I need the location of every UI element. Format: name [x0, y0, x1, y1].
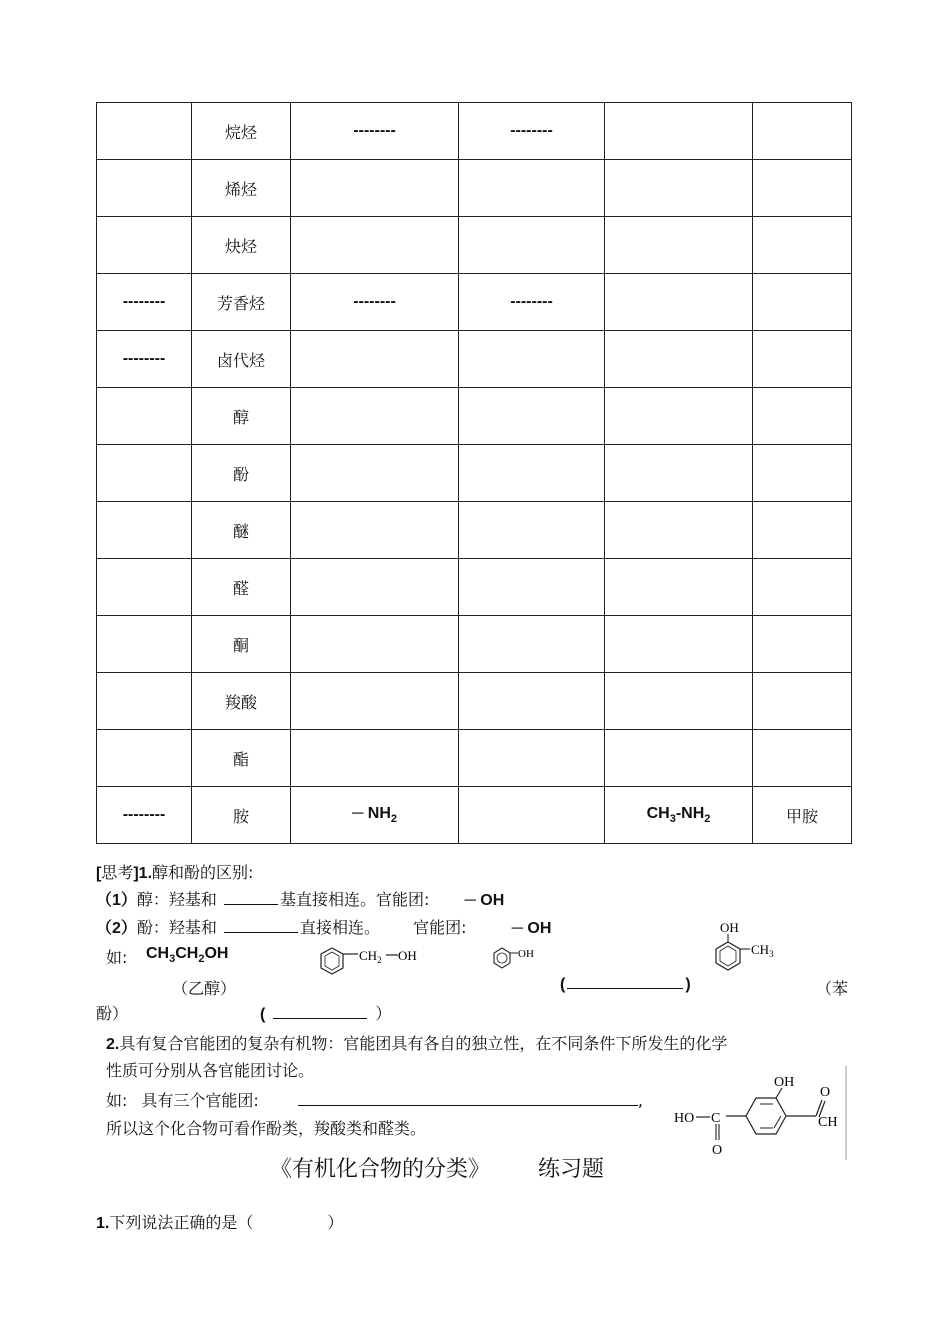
table-cell	[605, 388, 753, 445]
table-cell: --------	[97, 274, 192, 331]
phenol-answer: ( ）	[260, 1004, 392, 1023]
table-cell	[97, 673, 192, 730]
table-row	[97, 103, 852, 160]
table-cell	[97, 502, 192, 559]
amine-example-cell: $CH_3-NH_2$	[605, 787, 753, 844]
table-cell	[459, 160, 605, 217]
table-cell	[605, 445, 753, 502]
table-cell	[605, 160, 753, 217]
think-item-3-line1: 2.具有复合官能团的复杂有机物：官能团具有各自的独立性，在不同条件下所发生的化学	[106, 1034, 728, 1053]
table-cell	[459, 673, 605, 730]
table-cell: --------	[459, 103, 605, 160]
table-cell	[291, 445, 459, 502]
table-cell: 醛	[192, 559, 291, 616]
svg-text:OH: OH	[398, 948, 417, 963]
table-row	[97, 388, 852, 445]
table-cell	[97, 388, 192, 445]
table-row	[97, 559, 852, 616]
question-1: 1.下列说法正确的是（ ）	[96, 1213, 344, 1232]
table-row	[97, 673, 852, 730]
table-cell	[605, 730, 753, 787]
svg-text:O: O	[712, 1143, 723, 1158]
answer-blank[interactable]	[273, 1018, 367, 1019]
table-cell	[753, 331, 852, 388]
table-cell	[459, 787, 605, 844]
think-item-3-line4: 所以这个化合物可看作酚类，羧酸类和醛类。	[106, 1119, 427, 1138]
table-cell	[291, 559, 459, 616]
answer-blank[interactable]	[224, 904, 278, 905]
table-cell	[291, 730, 459, 787]
table-cell: 羧酸	[192, 673, 291, 730]
svg-text:CH3: $CH_3$	[751, 942, 774, 959]
table-cell	[605, 616, 753, 673]
table-cell	[605, 331, 753, 388]
table-cell	[605, 274, 753, 331]
table-cell	[291, 217, 459, 274]
table-cell	[97, 730, 192, 787]
example-label: 如:	[106, 948, 128, 967]
table-cell: 酯	[192, 730, 291, 787]
table-cell: 胺	[192, 787, 291, 844]
ch2-label: $CH_2$	[359, 948, 382, 965]
table-cell	[753, 616, 852, 673]
amine-group-cell: ─ $NH_2$	[291, 787, 459, 844]
table-cell	[291, 616, 459, 673]
table-row	[97, 445, 852, 502]
table-cell	[97, 616, 192, 673]
table-cell	[97, 160, 192, 217]
table-cell	[605, 673, 753, 730]
compound-structure	[670, 1064, 852, 1160]
table-cell: 醇	[192, 388, 291, 445]
table-cell	[97, 445, 192, 502]
answer-blank[interactable]	[298, 1105, 638, 1106]
phenol-name-part1: （苯	[816, 979, 849, 998]
cresol-answer: ( )	[560, 976, 691, 993]
table-cell	[753, 388, 852, 445]
table-cell: 醚	[192, 502, 291, 559]
table-cell	[753, 730, 852, 787]
table-row	[97, 160, 852, 217]
svg-text:C: C	[711, 1111, 721, 1126]
svg-text:HO: HO	[674, 1111, 695, 1126]
table-row	[97, 502, 852, 559]
table-cell	[97, 217, 192, 274]
table-cell: --------	[291, 274, 459, 331]
think-heading: [思考]1.醇和酚的区别:	[96, 863, 254, 882]
think-item-2: （2）酚：羟基和 直接相连。 官能团: ─ OH	[96, 918, 552, 937]
table-cell	[605, 217, 753, 274]
think-item-3-eg: 如: 具有三个官能团: ,	[106, 1091, 643, 1110]
table-cell: 芳香烃	[192, 274, 291, 331]
table-cell	[753, 217, 852, 274]
benzyl-alcohol-structure	[312, 938, 422, 986]
table-cell	[753, 274, 852, 331]
table-row	[97, 787, 852, 844]
table-cell: 卤代烃	[192, 331, 291, 388]
table-cell: --------	[97, 787, 192, 844]
answer-blank[interactable]	[567, 988, 683, 989]
table-cell	[459, 502, 605, 559]
svg-text:OH: OH	[720, 920, 739, 935]
table-cell: --------	[459, 274, 605, 331]
table-cell	[753, 445, 852, 502]
phenol-structure	[488, 940, 548, 980]
table-row	[97, 331, 852, 388]
table-cell	[459, 616, 605, 673]
table-cell	[605, 103, 753, 160]
table-cell: 酮	[192, 616, 291, 673]
table-cell: 烷烃	[192, 103, 291, 160]
svg-text:OH: OH	[518, 948, 534, 960]
ethanol-name: （乙醇）	[172, 979, 237, 998]
think-item-3-line2: 性质可分别从各官能团讨论。	[106, 1061, 315, 1080]
table-cell	[291, 388, 459, 445]
table-cell	[753, 673, 852, 730]
table-cell	[459, 331, 605, 388]
table-cell	[753, 103, 852, 160]
table-cell	[753, 559, 852, 616]
table-cell: 炔烃	[192, 217, 291, 274]
table-cell	[291, 331, 459, 388]
table-cell	[459, 388, 605, 445]
table-cell	[605, 559, 753, 616]
svg-text:CH: CH	[818, 1115, 838, 1130]
table-cell	[605, 502, 753, 559]
table-row	[97, 217, 852, 274]
table-cell	[97, 559, 192, 616]
table-cell: 甲胺	[753, 787, 852, 844]
table-cell	[459, 559, 605, 616]
table-cell	[753, 160, 852, 217]
table-cell	[459, 730, 605, 787]
table-cell: --------	[291, 103, 459, 160]
table-cell	[291, 502, 459, 559]
svg-text:O: O	[820, 1085, 831, 1100]
table-cell	[97, 103, 192, 160]
phenol-name-part2: 酚）	[96, 1004, 129, 1023]
answer-blank[interactable]	[224, 932, 298, 933]
ethanol-formula: $CH_3CH_2OH$	[146, 945, 229, 966]
table-cell: --------	[97, 331, 192, 388]
svg-text:OH: OH	[774, 1075, 795, 1090]
table-cell	[753, 502, 852, 559]
think-item-1: （1）醇：羟基和 基直接相连。官能团: ─ OH	[96, 890, 505, 909]
table-cell	[459, 445, 605, 502]
table-row	[97, 616, 852, 673]
table-cell: 烯烃	[192, 160, 291, 217]
table-cell	[459, 217, 605, 274]
table-cell: 酚	[192, 445, 291, 502]
table-row	[97, 274, 852, 331]
table-cell	[291, 160, 459, 217]
table-row	[97, 730, 852, 787]
table-cell	[291, 673, 459, 730]
exercise-title: 《有机化合物的分类》 练习题	[270, 1157, 605, 1182]
classification-table	[96, 102, 852, 844]
cresol-structure	[704, 916, 794, 978]
